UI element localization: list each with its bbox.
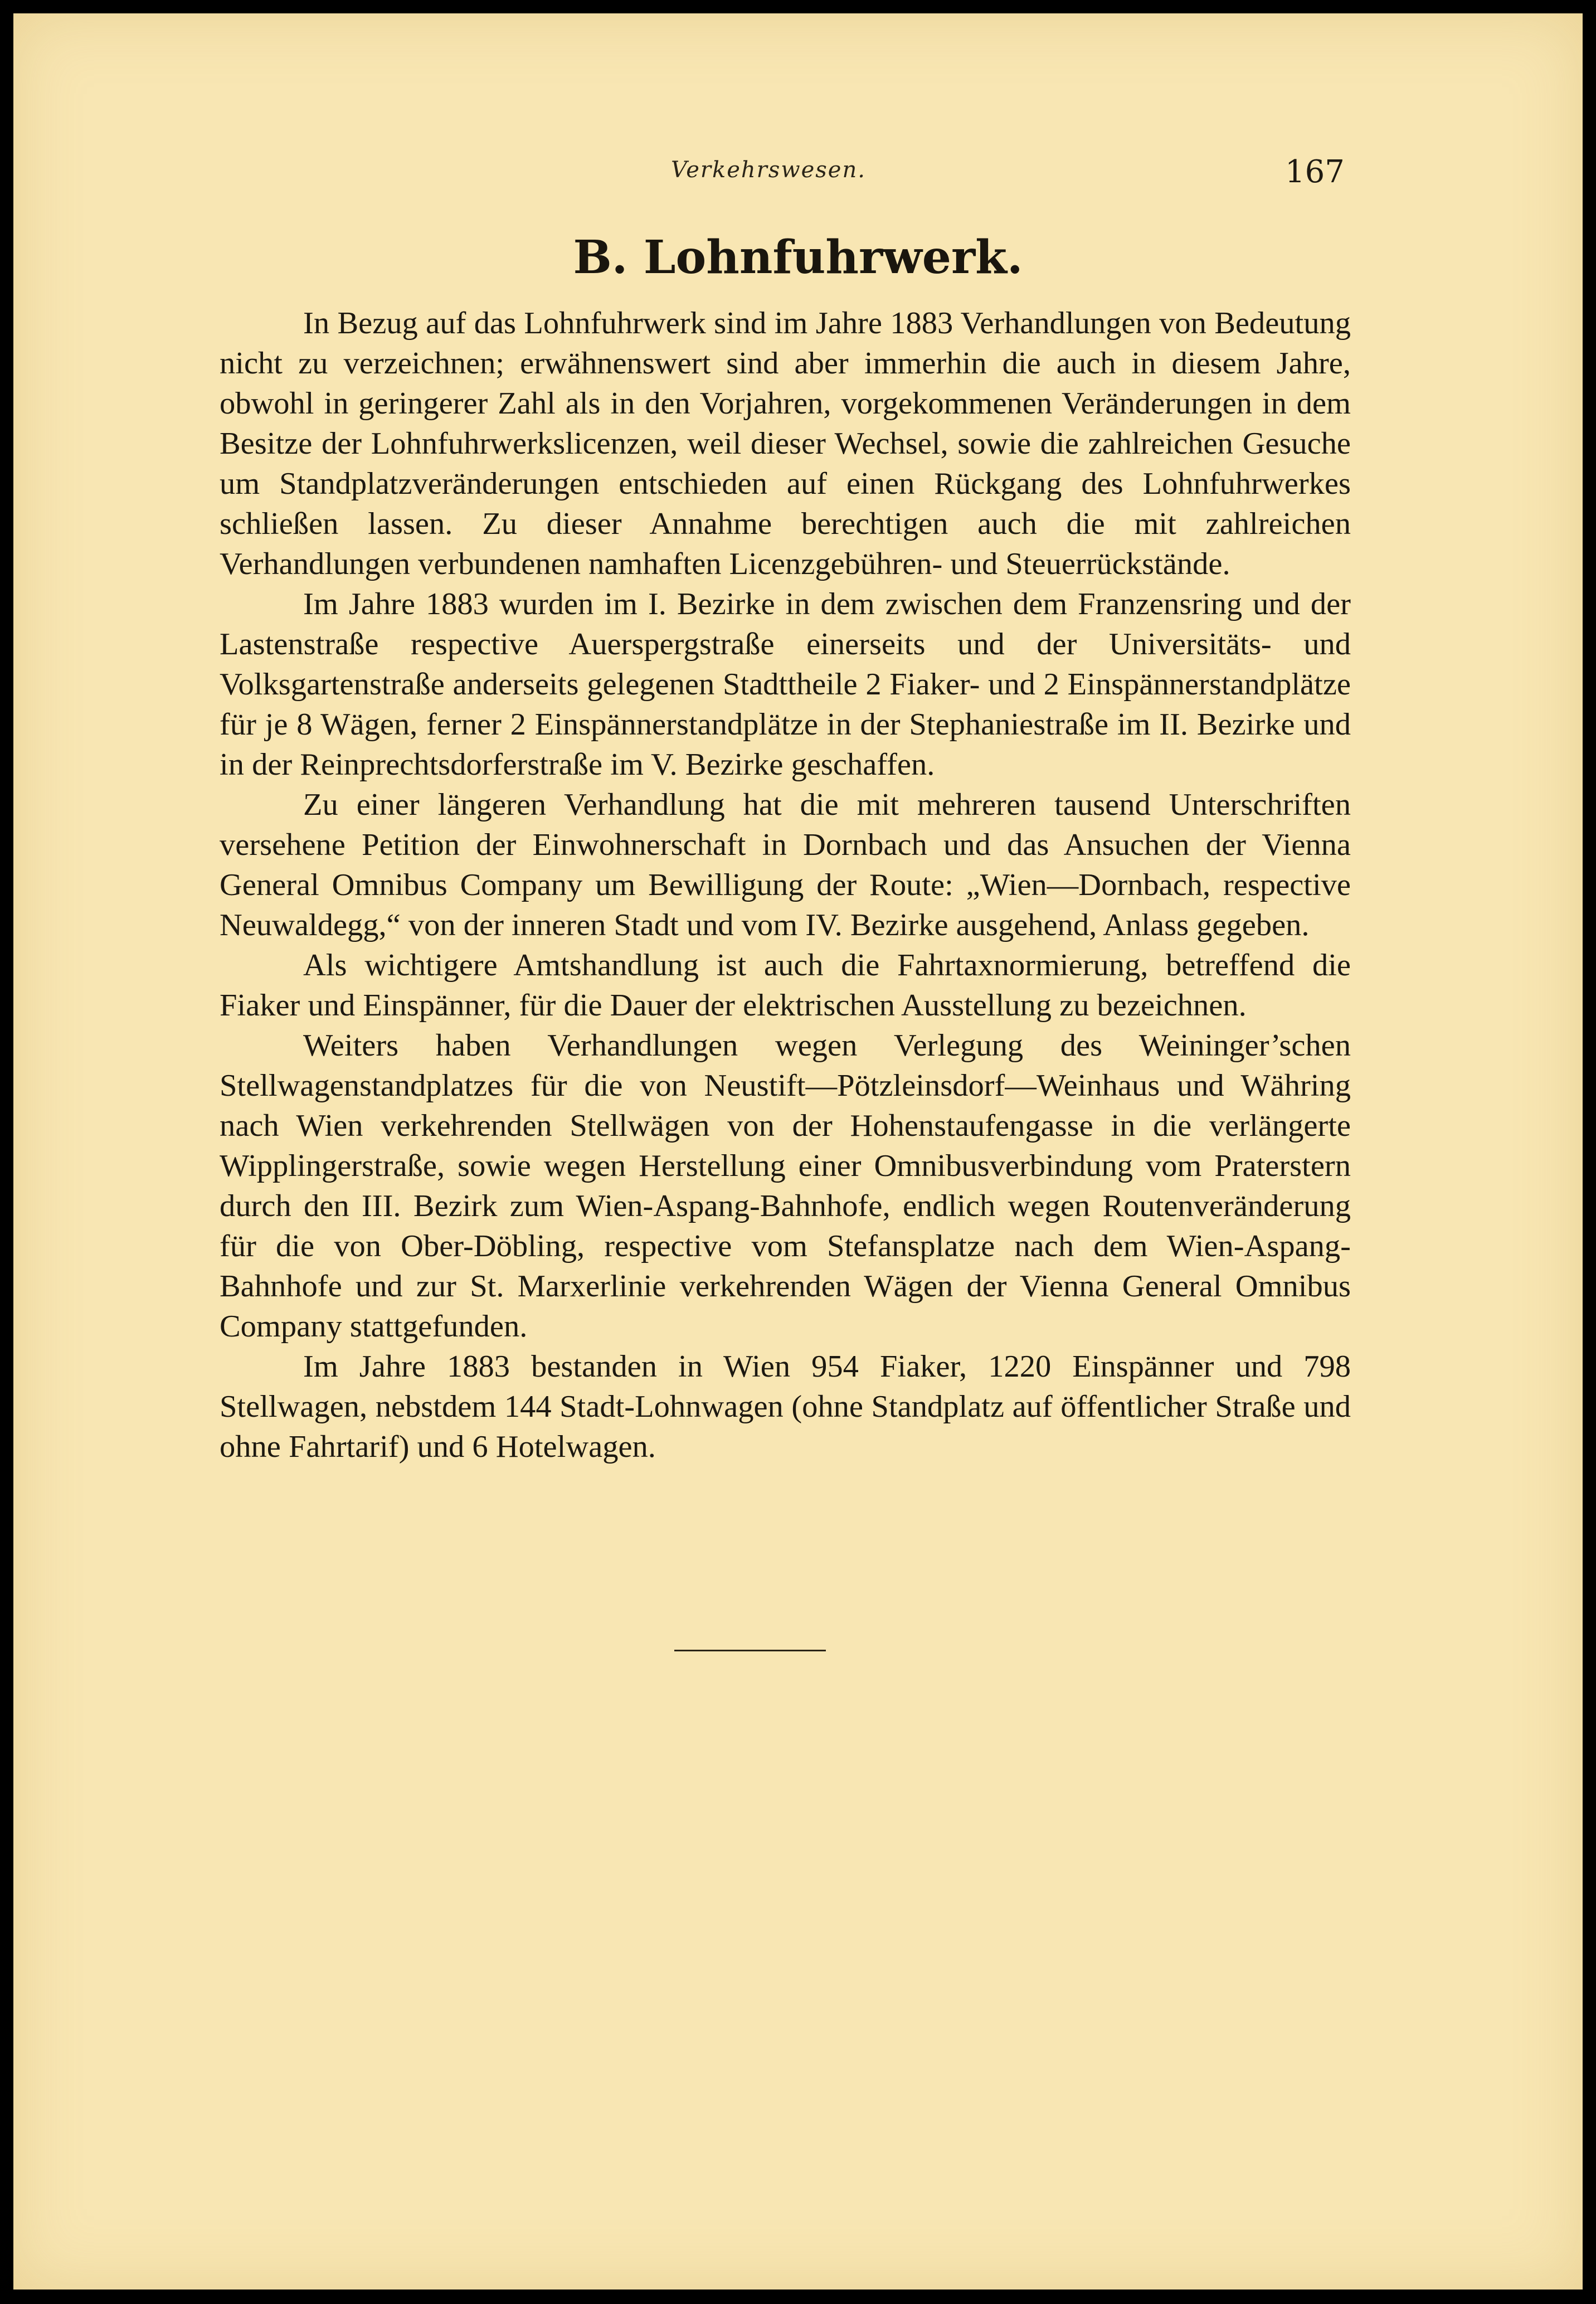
paragraph-3: Zu einer längeren Verhandlung hat die mit mehreren tausend Unterschriften versehene Petition der Einwohnerschaft in Dornbach und das Ansuchen der Vienna General Omnibus Company um Bewilligung der Route: „Wien—Dornbach, respective Neuwaldegg,“ von der inneren Stadt und vom IV. Bezirke ausgehend, Anlass gegeben.: [220, 788, 1351, 942]
section-title: B. Lohnfuhrwerk.: [573, 231, 1023, 284]
document-page: [13, 13, 1583, 2290]
body-text: [220, 303, 1351, 1467]
paragraph-5: Weiters haben Verhandlungen wegen Verlegung des Weininger’schen Stellwagenstandplatzes für die von Neustift—Pötzleinsdorf—Weinhaus und Währing nach Wien verkehrenden Stellwägen von der Hohenstaufengasse in die verlängerte Wipplingerstraße, sowie wegen Herstellung einer Omnibusverbindung vom Praterstern durch den III. Bezirk zum Wien-Aspang-Bahnhofe, endlich wegen Routenveränderung für die von Ober-Döbling, respective vom Stefansplatze nach dem Wien-Aspang-Bahnhofe und zur St. Marxerlinie verkehrenden Wägen der Vienna General Omnibus Company stattgefunden.: [220, 1028, 1351, 1344]
paragraph-2: Im Jahre 1883 wurden im I. Bezirke in dem zwischen dem Franzensring und der Lastenstraße respective Auerspergstraße einerseits und der Universitäts- und Volksgartenstraße anderseits gelegenen Stadttheile 2 Fiaker- und 2 Einspännerstandplätze für je 8 Wägen, ferner 2 Einspännerstandplätze in der Stephaniestraße im II. Bezirke und in der Reinprechtsdorferstraße im V. Bezirke geschaffen.: [220, 587, 1351, 782]
section-end-rule: [674, 1650, 826, 1651]
paragraph-6: Im Jahre 1883 bestanden in Wien 954 Fiaker, 1220 Einspänner und 798 Stellwagen, nebstdem 144 Stadt-Lohnwagen (ohne Standplatz auf öffentlicher Straße und ohne Fahrtarif) und 6 Hotelwagen.: [220, 1349, 1351, 1464]
paragraph-1: In Bezug auf das Lohnfuhrwerk sind im Jahre 1883 Verhandlungen von Bedeutung nicht zu verzeichnen; erwähnenswert sind aber immerhin die auch in diesem Jahre, obwohl in geringerer Zahl als in den Vorjahren, vorgekommenen Veränderungen in dem Besitze der Lohnfuhrwerkslicenzen, weil dieser Wechsel, sowie die zahlreichen Gesuche um Standplatzveränderungen entschieden auf einen Rückgang des Lohnfuhrwerkes schließen lassen. Zu dieser Annahme berechtigen auch die mit zahlreichen Verhandlungen verbundenen namhaften Licenzgebühren- und Steuerrückstände.: [220, 306, 1351, 581]
paragraph-4: Als wichtigere Amtshandlung ist auch die Fahrtaxnormierung, betreffend die Fiaker und Einspänner, für die Dauer der elektrischen Ausstellung zu bezeichnen.: [220, 948, 1351, 1023]
page-number: 167: [1285, 154, 1345, 190]
running-head: Verkehrswesen.: [671, 157, 866, 183]
